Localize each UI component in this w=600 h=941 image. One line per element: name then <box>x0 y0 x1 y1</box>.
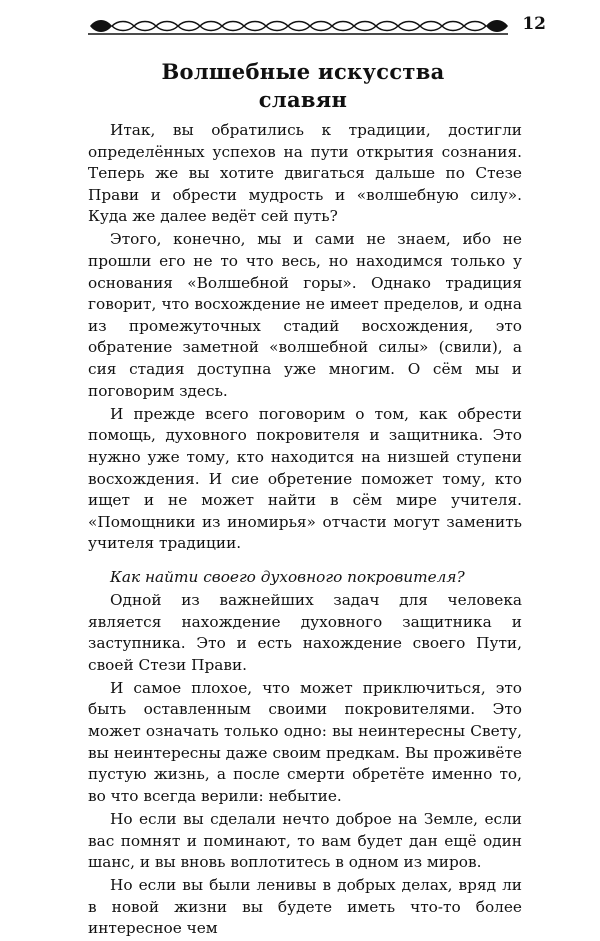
paragraph: Но если вы сделали нечто доброе на Земле, если вас помнят и поминают, то вам будет дан ещё один шанс, и вы вновь воплотитесь в одном из миров. <box>88 809 522 872</box>
section-subheading: Как найти своего духовного покровителя? <box>110 567 465 586</box>
title-line-1: Волшебные искусства <box>161 59 445 84</box>
paragraph: Итак, вы обратились к традиции, достигли определённых успехов на пути открытия сознания. Теперь же вы хотите двигаться дальше по Стезе Прави и обрести мудрость и «волшебную силу». Куда же далее ведёт сей путь? <box>88 121 522 226</box>
paragraph: Одной из важнейших задач для человека является нахождение духовного защитника и заступника. Это и есть нахождение своего Пути, своей Стези Прави. <box>88 590 522 674</box>
paragraph: И прежде всего поговорим о том, как обрести помощь, духовного покровителя и защитника. Это нужно уже тому, кто находится на низшей ступени восхождения. И сие обретение поможет тому, кто ищет и не может найти в сём мире учителя. «Помощники из иномирья» отчасти могут заменить учителя традиции. <box>88 404 522 553</box>
page-header <box>88 14 558 40</box>
paragraph: Этого, конечно, мы и сами не знаем, ибо не прошли его не то что весь, но находимся только у основания «Волшебной горы». Однако традиция говорит, что восхождение не имеет пределов, и одна из промежуточных стадий восхождения, это обратение заметной «волшебной силы» (свили), а сия стадия доступна уже многим. О сём мы и поговорим здесь. <box>88 230 522 400</box>
title-line-2: славян <box>258 87 348 112</box>
paragraph: И самое плохое, что может приключиться, это быть оставленным своими покровителями. Это может означать только одно: вы неинтересны Свету, вы неинтересны даже своим предкам. Вы проживёте пустую жизнь, а после смерти обретёте именно то, во что всегда верили: небытие. <box>88 678 522 805</box>
body-text <box>88 120 522 941</box>
page-number: 12 <box>522 14 546 34</box>
decorative-border-icon <box>88 16 508 36</box>
paragraph: Но если вы были ленивы в добрых делах, вряд ли в новой жизни вы будете иметь что-то более интересное чем <box>88 876 522 938</box>
page-title <box>88 58 518 114</box>
